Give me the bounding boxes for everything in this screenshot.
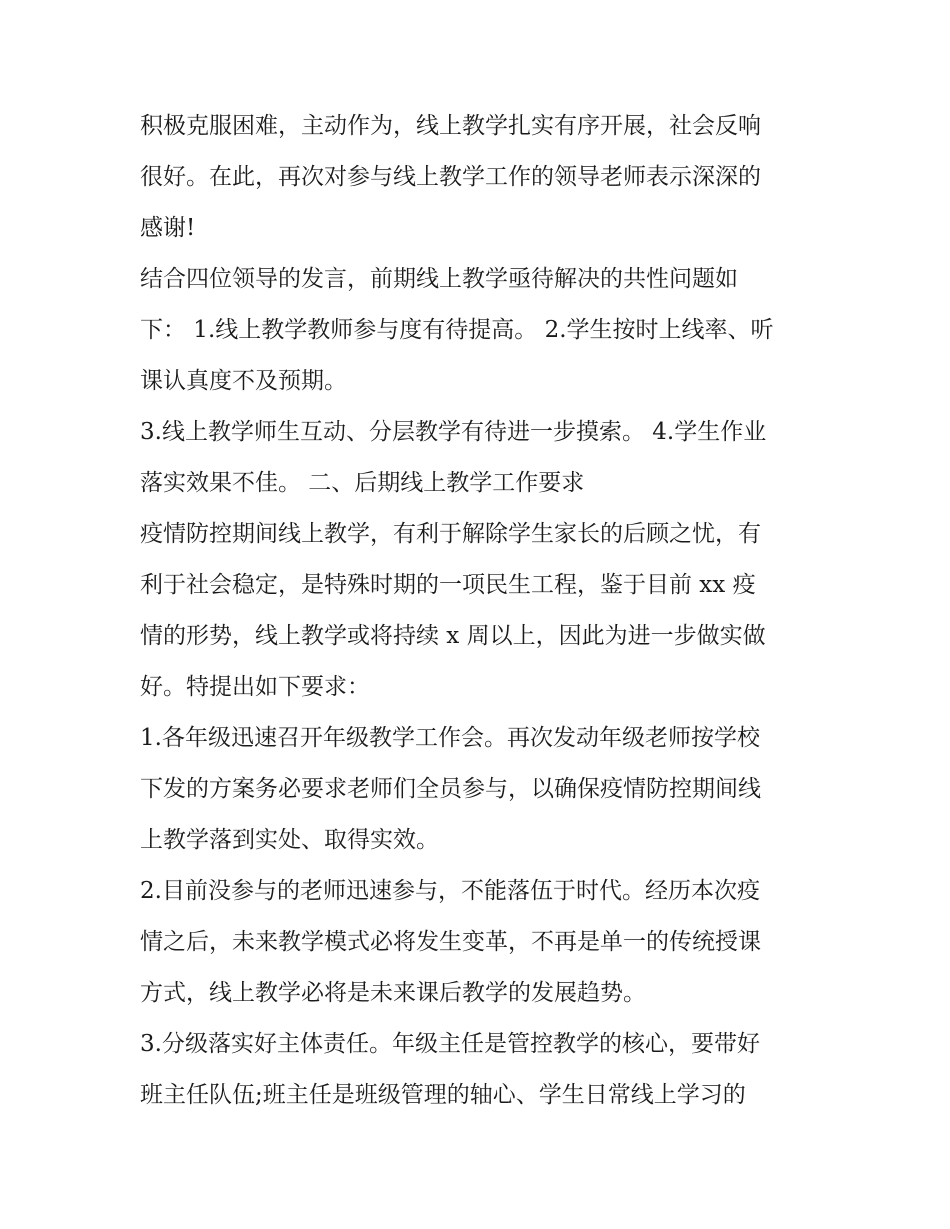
text-line: 3.线上教学师生互动、分层教学有待进一步摸索。 4.学生作业 [140, 419, 767, 445]
text-line: 很好。在此，再次对参与线上教学工作的领导老师表示深深的 [140, 164, 761, 190]
text-line: 下发的方案务必要求老师们全员参与，以确保疫情防控期间线 [140, 776, 761, 802]
text-line: 疫情防控期间线上教学，有利于解除学生家长的后顾之忧，有 [140, 521, 761, 547]
text-line: 情之后，未来教学模式必将发生变革，不再是单一的传统授课 [140, 929, 761, 955]
text-line: 积极克服困难，主动作为，线上教学扎实有序开展，社会反响 [140, 113, 761, 139]
text-line: 2.目前没参与的老师迅速参与，不能落伍于时代。经历本次疫 [140, 878, 760, 904]
text-line: 下： 1.线上教学教师参与度有待提高。 2.学生按时上线率、听 [140, 317, 774, 343]
document-body [140, 101, 820, 1121]
text-line: 感谢! [140, 215, 196, 241]
text-line: 好。特提出如下要求： [140, 674, 370, 700]
text-line: 3.分级落实好主体责任。年级主任是管控教学的核心，要带好 [140, 1031, 760, 1057]
text-line: 利于社会稳定，是特殊时期的一项民生工程，鉴于目前 xx 疫 [140, 572, 756, 598]
text-line: 班主任队伍;班主任是班级管理的轴心、学生日常线上学习的 [140, 1082, 746, 1108]
text-line: 方式，线上教学必将是未来课后教学的发展趋势。 [140, 980, 646, 1006]
text-line: 上教学落到实处、取得实效。 [140, 827, 439, 853]
text-line: 1.各年级迅速召开年级教学工作会。再次发动年级老师按学校 [140, 725, 760, 751]
text-line: 情的形势，线上教学或将持续 x 周以上，因此为进一步做实做 [140, 623, 766, 649]
text-line: 课认真度不及预期。 [140, 368, 347, 394]
text-line: 结合四位领导的发言，前期线上教学亟待解决的共性问题如 [140, 266, 738, 292]
text-line: 落实效果不佳。 二、后期线上教学工作要求 [140, 470, 585, 496]
